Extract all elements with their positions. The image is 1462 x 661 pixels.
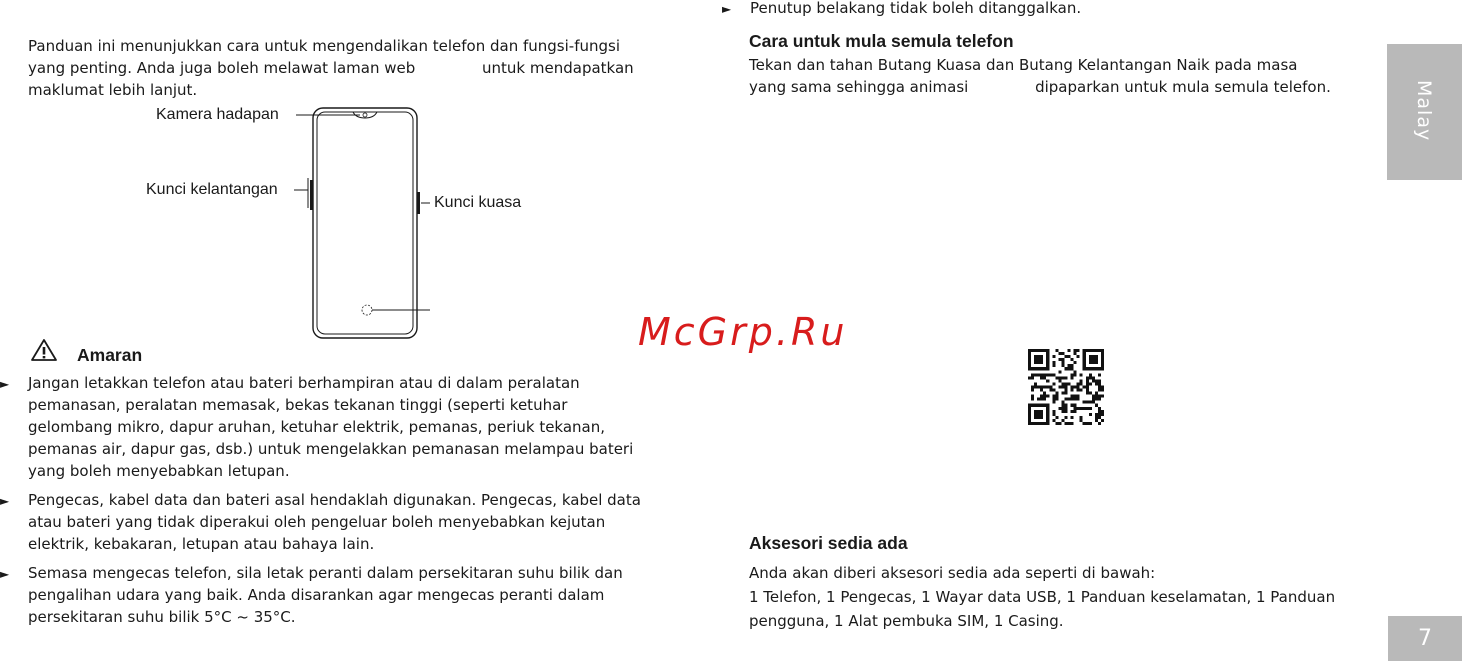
warning-line: pengalihan udara yang baik. Anda disarankan agar mengecas peranti dalam — [28, 586, 605, 604]
warning-title: Amaran — [77, 345, 143, 365]
reset-line: yang sama sehingga animasi dipaparkan untuk mula semula telefon. — [749, 78, 1331, 96]
warning-line: Pengecas, kabel data dan bateri asal hendaklah digunakan. Pengecas, kabel data — [28, 491, 641, 509]
warning-line: gelombang mikro, dapur aruhan, ketuhar elektrik, pemanas, periuk tekanan, — [28, 418, 606, 436]
bullet-arrow-icon: ► — [0, 377, 10, 391]
warning-line: atau bateri yang tidak diperakui oleh pengeluar boleh menyebabkan kejutan — [28, 513, 606, 531]
language-tab — [1387, 44, 1462, 180]
volume-key-label: Kunci kelantangan — [146, 181, 278, 198]
intro-line: yang penting. Anda juga boleh melawat laman web untuk mendapatkan — [28, 59, 634, 77]
accessories-line: 1 Telefon, 1 Pengecas, 1 Wayar data USB, 1 Panduan keselamatan, 1 Panduan — [749, 588, 1336, 606]
warning-icon — [30, 338, 58, 362]
warning-line: Semasa mengecas telefon, sila letak peranti dalam persekitaran suhu bilik dan — [28, 564, 623, 582]
qr-code — [1028, 349, 1104, 425]
language-tab-label: Malay — [1413, 80, 1435, 142]
back-cover-text: Penutup belakang tidak boleh ditanggalkan. — [750, 0, 1082, 17]
phone-diagram — [140, 100, 450, 345]
intro-paragraph — [28, 35, 634, 101]
bullet-arrow-icon: ► — [0, 494, 10, 508]
bullet-arrow-icon: ► — [722, 2, 732, 16]
front-camera-label: Kamera hadapan — [156, 106, 279, 123]
intro-line: Panduan ini menunjukkan cara untuk mengendalikan telefon dan fungsi-fungsi — [28, 37, 620, 55]
reset-title: Cara untuk mula semula telefon — [749, 31, 1014, 51]
reset-paragraph — [749, 54, 1331, 98]
warning-line: pemanas air, dapur gas, dsb.) untuk mengelakkan pemanasan melampau bateri — [28, 440, 634, 458]
warning-line: persekitaran suhu bilik 5°C ~ 35°C. — [28, 608, 296, 626]
watermark: McGrp.Ru — [638, 310, 848, 354]
bullet-arrow-icon: ► — [0, 567, 10, 581]
power-key-label: Kunci kuasa — [434, 194, 522, 211]
warning-line: elektrik, kebakaran, letupan atau bahaya lain. — [28, 535, 375, 553]
accessories-title: Aksesori sedia ada — [749, 533, 908, 553]
intro-line: maklumat lebih lanjut. — [28, 81, 198, 99]
reset-line: Tekan dan tahan Butang Kuasa dan Butang Kelantangan Naik pada masa — [749, 56, 1298, 74]
warning-line: yang boleh menyebabkan letupan. — [28, 462, 290, 480]
accessories-paragraph — [749, 562, 1335, 632]
accessories-line: pengguna, 1 Alat pembuka SIM, 1 Casing. — [749, 612, 1064, 630]
warning-line: pemanasan, peralatan memasak, bekas tekanan tinggi (seperti ketuhar — [28, 396, 568, 414]
warning-line: Jangan letakkan telefon atau bateri berhampiran atau di dalam peralatan — [28, 374, 580, 392]
page-number: 7 — [1388, 616, 1462, 661]
accessories-line: Anda akan diberi aksesori sedia ada seperti di bawah: — [749, 564, 1156, 582]
